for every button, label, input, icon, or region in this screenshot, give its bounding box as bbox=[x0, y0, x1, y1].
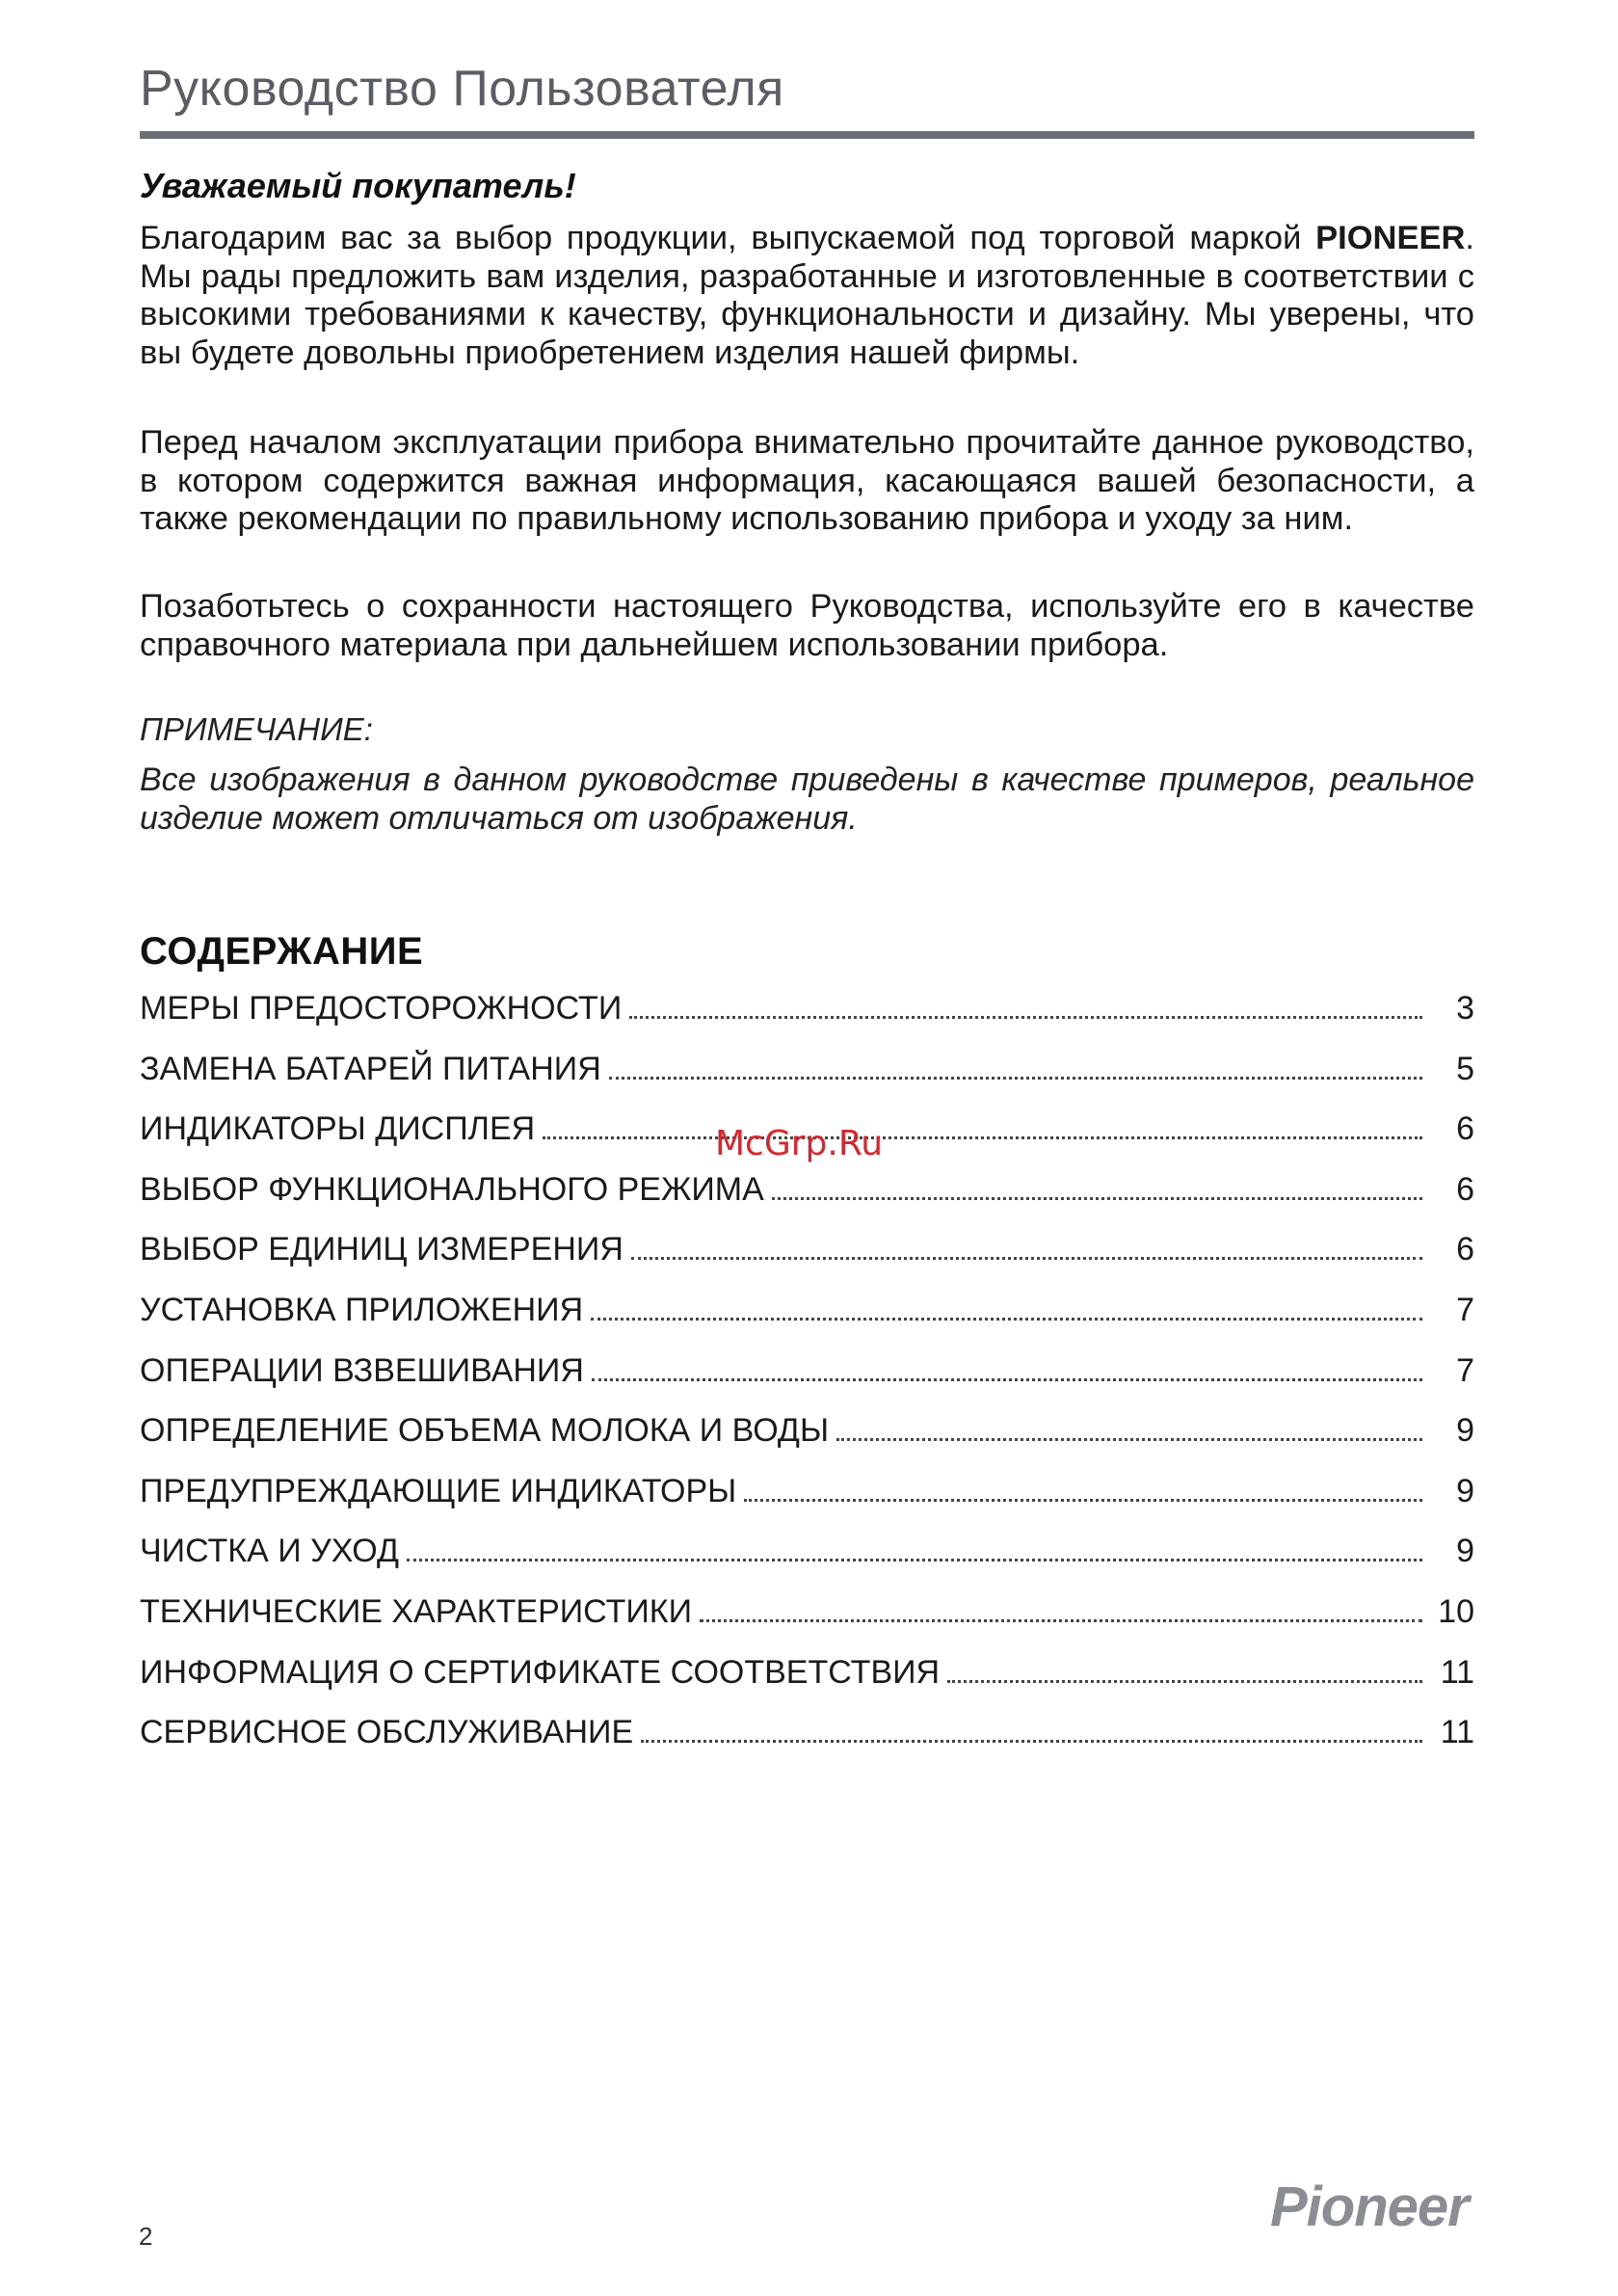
toc-entry bbox=[140, 1593, 1474, 1654]
toc-dot-leader bbox=[609, 1077, 1422, 1080]
toc-entry-page: 11 bbox=[1440, 1653, 1474, 1691]
toc-entry-page: 3 bbox=[1456, 990, 1474, 1027]
note-text: Все изображения в данном руководстве приведены в качестве примеров, реальное изделие может отличаться от изображения. bbox=[140, 761, 1474, 837]
toc-dot-leader bbox=[543, 1136, 1422, 1139]
toc-dot-leader bbox=[772, 1197, 1422, 1200]
toc-entry-page: 9 bbox=[1456, 1533, 1474, 1570]
toc-entry bbox=[140, 1292, 1474, 1352]
toc-dot-leader bbox=[947, 1680, 1422, 1683]
toc-dot-leader bbox=[641, 1740, 1422, 1743]
page-header-title: Руководство Пользователя bbox=[140, 61, 784, 117]
header-divider bbox=[140, 131, 1474, 139]
toc-entry-page: 6 bbox=[1456, 1170, 1474, 1208]
toc-dot-leader bbox=[836, 1438, 1422, 1441]
toc-entry-page: 5 bbox=[1456, 1050, 1474, 1087]
brand-name: PIONEER bbox=[1315, 220, 1466, 256]
intro-text-rest: . Мы рады предложить вам изделия, разработанные и изготовленные в соответствии с высокими требованиями к качеству, функциональности и дизайну. Мы уверены, что вы будете довольны приобретением изделия нашей фирмы. bbox=[140, 220, 1474, 371]
toc-entry bbox=[140, 1533, 1474, 1593]
toc-entry bbox=[140, 1051, 1474, 1111]
toc-entry-page: 11 bbox=[1440, 1714, 1474, 1751]
toc-entry-label: ЗАМЕНА БАТАРЕЙ ПИТАНИЯ bbox=[140, 1050, 601, 1087]
toc-entry-label: МЕРЫ ПРЕДОСТОРОЖНОСТИ bbox=[140, 990, 623, 1027]
toc-entry-page: 7 bbox=[1456, 1351, 1474, 1389]
toc-entry bbox=[140, 1231, 1474, 1292]
toc-entry-label: ОПРЕДЕЛЕНИЕ ОБЪЕМА МОЛОКА И ВОДЫ bbox=[140, 1412, 830, 1450]
toc-dot-leader bbox=[407, 1559, 1422, 1562]
toc-dot-leader bbox=[629, 1016, 1422, 1019]
toc-entry-label: ВЫБОР ФУНКЦИОНАЛЬНОГО РЕЖИМА bbox=[140, 1170, 764, 1208]
toc-entry-label: ОПЕРАЦИИ ВЗВЕШИВАНИЯ bbox=[140, 1351, 584, 1389]
toc-entry-label: СЕРВИСНОЕ ОБСЛУЖИВАНИЕ bbox=[140, 1714, 634, 1751]
toc-entry bbox=[140, 990, 1474, 1051]
greeting-heading: Уважаемый покупатель! bbox=[140, 166, 576, 205]
intro-paragraph-1 bbox=[140, 220, 1474, 372]
watermark: McGrp.Ru bbox=[715, 1124, 884, 1163]
toc-dot-leader bbox=[700, 1619, 1422, 1622]
toc-entry-page: 6 bbox=[1456, 1110, 1474, 1148]
intro-text-start: Благодарим вас за выбор продукции, выпускаемой под торговой маркой bbox=[140, 220, 1302, 256]
page-number: 2 bbox=[139, 2222, 153, 2251]
toc-dot-leader bbox=[744, 1499, 1422, 1502]
toc-entry-label: ИНФОРМАЦИЯ О СЕРТИФИКАТЕ СООТВЕТСТВИЯ bbox=[140, 1653, 941, 1691]
toc-entry bbox=[140, 1714, 1474, 1775]
toc-entry-page: 10 bbox=[1438, 1592, 1474, 1630]
toc-entry bbox=[140, 1412, 1474, 1473]
toc-entry bbox=[140, 1654, 1474, 1715]
toc-dot-leader bbox=[592, 1378, 1422, 1381]
toc-entry-page: 7 bbox=[1456, 1291, 1474, 1328]
toc-entry-page: 9 bbox=[1456, 1472, 1474, 1509]
table-of-contents bbox=[140, 990, 1474, 1775]
toc-entry-label: ИНДИКАТОРЫ ДИСПЛЕЯ bbox=[140, 1110, 536, 1148]
toc-entry-label: ТЕХНИЧЕСКИЕ ХАРАКТЕРИСТИКИ bbox=[140, 1592, 693, 1630]
intro-paragraph-2: Перед началом эксплуатации прибора внимательно прочитайте данное руководство, в котором содержится важная информация, касающаяся вашей безопасности, а также рекомендации по правильному использованию прибора и уходу за ним. bbox=[140, 424, 1474, 537]
toc-entry bbox=[140, 1473, 1474, 1534]
pioneer-logo: Pioneer bbox=[1270, 2176, 1469, 2238]
toc-entry-label: ЧИСТКА И УХОД bbox=[140, 1533, 399, 1570]
toc-entry bbox=[140, 1171, 1474, 1232]
toc-entry bbox=[140, 1352, 1474, 1413]
toc-dot-leader bbox=[631, 1257, 1422, 1260]
note-label: ПРИМЕЧАНИЕ: bbox=[140, 711, 373, 747]
toc-entry-page: 6 bbox=[1456, 1231, 1474, 1268]
toc-entry-page: 9 bbox=[1456, 1412, 1474, 1450]
intro-paragraph-3: Позаботьтесь о сохранности настоящего Руководства, используйте его в качестве справочного материала при дальнейшем использовании прибора. bbox=[140, 588, 1474, 663]
toc-entry-label: ВЫБОР ЕДИНИЦ ИЗМЕРЕНИЯ bbox=[140, 1231, 623, 1268]
toc-dot-leader bbox=[591, 1318, 1422, 1321]
toc-entry-label: УСТАНОВКА ПРИЛОЖЕНИЯ bbox=[140, 1291, 584, 1328]
toc-entry-label: ПРЕДУПРЕЖДАЮЩИЕ ИНДИКАТОРЫ bbox=[140, 1472, 737, 1509]
toc-title: СОДЕРЖАНИЕ bbox=[140, 930, 424, 973]
